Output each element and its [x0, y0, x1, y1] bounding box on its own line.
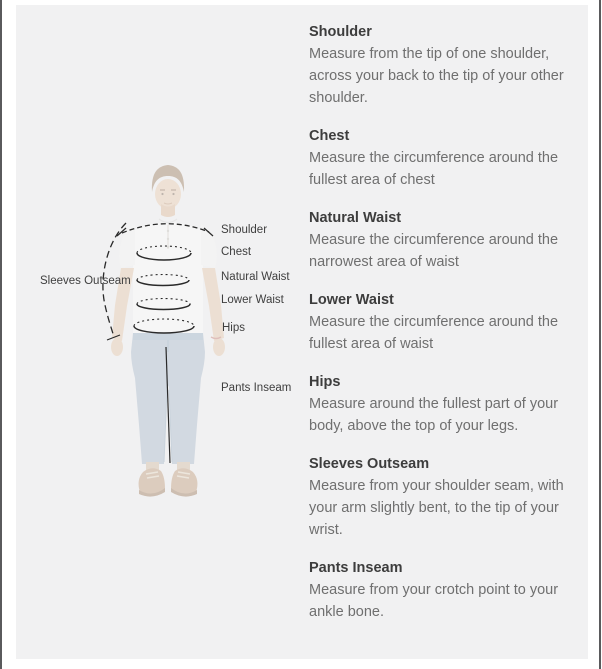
diagram-label-sleeves-outseam: Sleeves Outseam — [40, 275, 131, 287]
section-description: Measure around the fullest part of your body, above the top of your legs. — [309, 396, 559, 434]
section-description: Measure from the tip of one shoulder, across your back to the tip of your other shoulder. — [309, 46, 564, 106]
diagram-label-lower-waist: Lower Waist — [221, 294, 284, 306]
section-heading: Natural Waist — [309, 210, 402, 226]
section-description: Measure from your crotch point to your ankle bone. — [309, 582, 559, 620]
diagram-label-hips: Hips — [222, 322, 246, 334]
section-description: Measure the circumference around the narrowest area of waist — [309, 232, 559, 270]
measure-section-lower-waist — [309, 289, 583, 355]
measure-section-chest — [309, 125, 583, 191]
diagram-label-natural-waist: Natural Waist — [221, 271, 290, 283]
measure-section-natural-waist — [309, 207, 583, 273]
measure-instructions-column — [309, 21, 583, 639]
diagram-label-chest: Chest — [221, 246, 252, 258]
measure-section-shoulder — [309, 21, 583, 109]
section-heading: Hips — [309, 374, 341, 390]
measure-section-hips — [309, 371, 583, 437]
section-description: Measure the circumference around the fullest area of waist — [309, 314, 559, 352]
section-description: Measure the circumference around the fullest area of chest — [309, 150, 559, 188]
section-description: Measure from your shoulder seam, with your arm slightly bent, to the tip of your wrist. — [309, 478, 564, 538]
section-heading: Shoulder — [309, 24, 372, 40]
section-heading: Sleeves Outseam — [309, 456, 430, 472]
diagram-label-pants-inseam: Pants Inseam — [221, 382, 292, 394]
section-heading: Chest — [309, 128, 350, 144]
diagram-label-shoulder: Shoulder — [221, 224, 268, 236]
section-heading: Lower Waist — [309, 292, 394, 308]
section-heading: Pants Inseam — [309, 560, 403, 576]
man-figure-photo — [111, 165, 225, 497]
measure-section-sleeves-outseam — [309, 453, 583, 541]
measure-section-pants-inseam — [309, 557, 583, 623]
